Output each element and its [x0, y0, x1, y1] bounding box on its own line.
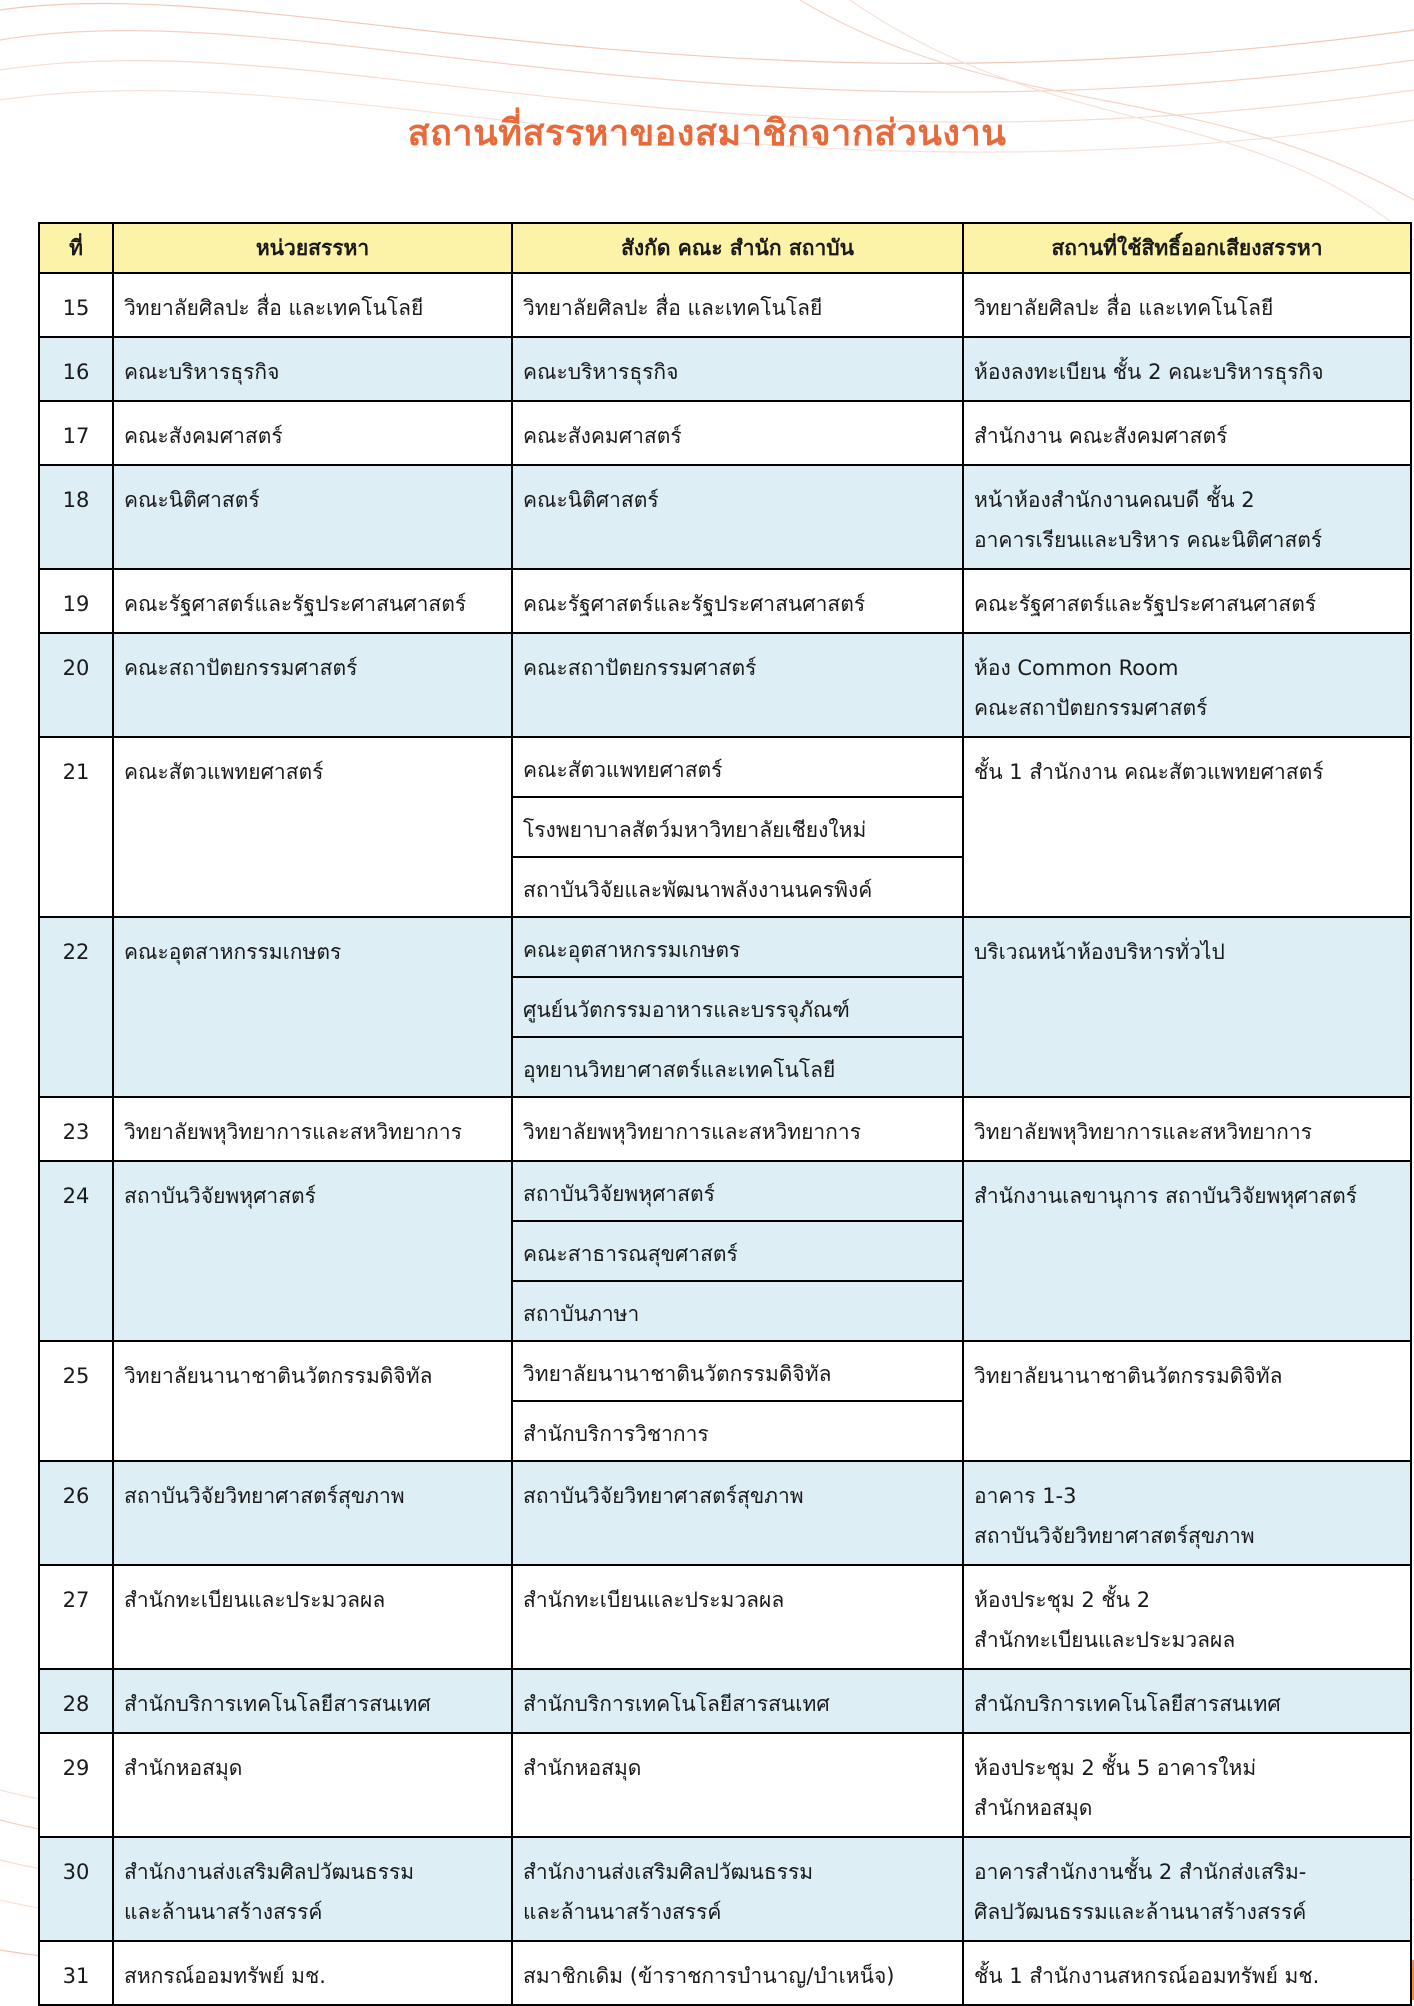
cell-affiliation: [512, 401, 963, 465]
cell-unit: [113, 917, 512, 1097]
cell-affiliation: [512, 1461, 963, 1565]
cell-row-number: 17: [39, 401, 113, 465]
cell-text-line: คณะสถาปัตยกรรมศาสตร์: [974, 696, 1208, 720]
cell-unit: [113, 1161, 512, 1341]
cell-text-line: สำนักงานส่งเสริมศิลปวัฒนธรรม: [523, 1860, 814, 1884]
column-header-no: ที่: [39, 223, 113, 273]
cell-row-number: 20: [39, 633, 113, 737]
cell-text-line: คณะรัฐศาสตร์และรัฐประศาสนศาสตร์: [124, 592, 467, 616]
cell-text-line: สำนักทะเบียนและประมวลผล: [523, 1588, 785, 1612]
affiliation-item: [513, 1402, 962, 1460]
cell-row-number: 29: [39, 1733, 113, 1837]
cell-unit: [113, 1097, 512, 1161]
table-row: [39, 1341, 1411, 1461]
cell-unit: [113, 337, 512, 401]
cell-affiliation: [512, 1341, 963, 1461]
cell-text-line: สหกรณ์ออมทรัพย์ มช.: [124, 1964, 326, 1988]
cell-row-number: 27: [39, 1565, 113, 1669]
cell-text-line: คณะอุตสาหกรรมเกษตร: [124, 940, 342, 964]
cell-text-line: สำนักหอสมุด: [974, 1796, 1093, 1820]
cell-voting-location: [963, 401, 1411, 465]
cell-voting-location: [963, 465, 1411, 569]
affiliation-item: [513, 738, 962, 798]
cell-text-line: อาคารเรียนและบริหาร คณะนิติศาสตร์: [974, 528, 1323, 552]
table-row: [39, 737, 1411, 917]
cell-voting-location: [963, 337, 1411, 401]
recruitment-locations-table: [38, 222, 1412, 2006]
cell-text-line: สำนักทะเบียนและประมวลผล: [974, 1628, 1236, 1652]
cell-text-line: ห้อง Common Room: [974, 656, 1179, 680]
table-row: [39, 1461, 1411, 1565]
cell-text-line: คณะรัฐศาสตร์และรัฐประศาสนศาสตร์: [974, 592, 1317, 616]
cell-affiliation: [512, 273, 963, 337]
cell-text-line: คณะรัฐศาสตร์และรัฐประศาสนศาสตร์: [523, 592, 866, 616]
cell-text-line: และล้านนาสร้างสรรค์: [523, 1900, 722, 1924]
cell-text-line: อาคารสำนักงานชั้น 2 สำนักส่งเสริม-: [974, 1860, 1307, 1884]
cell-voting-location: [963, 1461, 1411, 1565]
table-row: [39, 337, 1411, 401]
cell-text-line: วิทยาลัยพหุวิทยาการและสหวิทยาการ: [124, 1120, 462, 1144]
cell-row-number: 23: [39, 1097, 113, 1161]
cell-text-line: คณะสัตวแพทยศาสตร์: [523, 758, 723, 782]
cell-text-line: วิทยาลัยนานาชาตินวัตกรรมดิจิทัล: [124, 1364, 433, 1388]
affiliation-item: [513, 1222, 962, 1282]
cell-text-line: คณะสถาปัตยกรรมศาสตร์: [523, 656, 757, 680]
cell-row-number: 31: [39, 1941, 113, 2005]
cell-text-line: สำนักงานส่งเสริมศิลปวัฒนธรรม: [124, 1860, 415, 1884]
cell-text-line: โรงพยาบาลสัตว์มหาวิทยาลัยเชียงใหม่: [523, 818, 867, 842]
cell-text-line: สถาบันวิจัยวิทยาศาสตร์สุขภาพ: [523, 1484, 804, 1508]
cell-text-line: คณะนิติศาสตร์: [523, 488, 659, 512]
cell-affiliation: [512, 1837, 963, 1941]
affiliation-item: [513, 858, 962, 916]
cell-text-line: คณะสถาปัตยกรรมศาสตร์: [124, 656, 358, 680]
cell-affiliation: [512, 465, 963, 569]
cell-row-number: 26: [39, 1461, 113, 1565]
cell-row-number: 22: [39, 917, 113, 1097]
cell-text-line: บริเวณหน้าห้องบริหารทั่วไป: [974, 940, 1225, 964]
cell-text-line: สำนักบริการเทคโนโลยีสารสนเทศ: [974, 1692, 1281, 1716]
cell-text-line: ชั้น 1 สำนักงานสหกรณ์ออมทรัพย์ มช.: [974, 1964, 1320, 1988]
cell-text-line: สำนักบริการเทคโนโลยีสารสนเทศ: [124, 1692, 431, 1716]
cell-text-line: สำนักหอสมุด: [124, 1756, 243, 1780]
cell-voting-location: [963, 1669, 1411, 1733]
table-row: [39, 569, 1411, 633]
cell-affiliation: [512, 1941, 963, 2005]
cell-row-number: 18: [39, 465, 113, 569]
cell-voting-location: [963, 1341, 1411, 1461]
cell-voting-location: [963, 1733, 1411, 1837]
cell-text-line: ห้องประชุม 2 ชั้น 2: [974, 1588, 1151, 1612]
cell-text-line: ศิลปวัฒนธรรมและล้านนาสร้างสรรค์: [974, 1900, 1307, 1924]
affiliation-item: [513, 1282, 962, 1340]
affiliation-item: [513, 978, 962, 1038]
affiliation-item: [513, 1038, 962, 1096]
cell-row-number: 24: [39, 1161, 113, 1341]
cell-text-line: ห้องลงทะเบียน ชั้น 2 คณะบริหารธุรกิจ: [974, 360, 1324, 384]
cell-affiliation: [512, 1669, 963, 1733]
affiliation-item: [513, 918, 962, 978]
cell-row-number: 15: [39, 273, 113, 337]
cell-voting-location: [963, 1941, 1411, 2005]
cell-row-number: 25: [39, 1341, 113, 1461]
cell-affiliation: [512, 1565, 963, 1669]
cell-text-line: วิทยาลัยศิลปะ สื่อ และเทคโนโลยี: [523, 296, 823, 320]
cell-voting-location: [963, 737, 1411, 917]
cell-text-line: สถาบันวิจัยพหุศาสตร์: [124, 1184, 316, 1208]
table-row: [39, 1733, 1411, 1837]
affiliation-item: [513, 1162, 962, 1222]
cell-text-line: คณะสังคมศาสตร์: [523, 424, 682, 448]
cell-text-line: วิทยาลัยพหุวิทยาการและสหวิทยาการ: [974, 1120, 1312, 1144]
cell-unit: [113, 569, 512, 633]
cell-unit: [113, 1461, 512, 1565]
cell-text-line: สำนักงาน คณะสังคมศาสตร์: [974, 424, 1228, 448]
column-header-unit: หน่วยสรรหา: [113, 223, 512, 273]
cell-affiliation: [512, 633, 963, 737]
cell-affiliation: [512, 1161, 963, 1341]
cell-row-number: 30: [39, 1837, 113, 1941]
cell-voting-location: [963, 1837, 1411, 1941]
table-row: [39, 917, 1411, 1097]
cell-text-line: คณะบริหารธุรกิจ: [523, 360, 679, 384]
table-row: [39, 633, 1411, 737]
cell-affiliation: [512, 917, 963, 1097]
cell-voting-location: [963, 1161, 1411, 1341]
cell-unit: [113, 633, 512, 737]
table-row: [39, 1161, 1411, 1341]
cell-row-number: 28: [39, 1669, 113, 1733]
affiliation-item: [513, 1342, 962, 1402]
cell-text-line: คณะนิติศาสตร์: [124, 488, 260, 512]
cell-text-line: สำนักหอสมุด: [523, 1756, 642, 1780]
cell-text-line: คณะอุตสาหกรรมเกษตร: [523, 938, 741, 962]
cell-unit: [113, 401, 512, 465]
cell-unit: [113, 737, 512, 917]
cell-text-line: อาคาร 1-3: [974, 1484, 1077, 1508]
table-row: [39, 273, 1411, 337]
table-row: [39, 1941, 1411, 2005]
cell-text-line: วิทยาลัยนานาชาตินวัตกรรมดิจิทัล: [974, 1364, 1283, 1388]
table-row: [39, 1669, 1411, 1733]
cell-row-number: 16: [39, 337, 113, 401]
cell-affiliation: [512, 337, 963, 401]
table-row: [39, 1565, 1411, 1669]
cell-text-line: สำนักงานเลขานุการ สถาบันวิจัยพหุศาสตร์: [974, 1184, 1358, 1208]
cell-text-line: สำนักทะเบียนและประมวลผล: [124, 1588, 386, 1612]
cell-row-number: 21: [39, 737, 113, 917]
cell-text-line: วิทยาลัยพหุวิทยาการและสหวิทยาการ: [523, 1120, 861, 1144]
cell-text-line: สถาบันวิจัยและพัฒนาพลังงานนครพิงค์: [523, 878, 873, 902]
cell-text-line: สำนักบริการเทคโนโลยีสารสนเทศ: [523, 1692, 830, 1716]
cell-text-line: วิทยาลัยศิลปะ สื่อ และเทคโนโลยี: [124, 296, 424, 320]
table-row: [39, 1837, 1411, 1941]
cell-affiliation: [512, 737, 963, 917]
cell-unit: [113, 1341, 512, 1461]
table-header-row: [39, 223, 1411, 273]
cell-text-line: วิทยาลัยนานาชาตินวัตกรรมดิจิทัล: [523, 1362, 832, 1386]
cell-unit: [113, 273, 512, 337]
cell-text-line: ชั้น 1 สำนักงาน คณะสัตวแพทยศาสตร์: [974, 760, 1324, 784]
cell-text-line: คณะสาธารณสุขศาสตร์: [523, 1242, 738, 1266]
cell-text-line: สถาบันวิจัยพหุศาสตร์: [523, 1182, 715, 1206]
cell-voting-location: [963, 273, 1411, 337]
cell-unit: [113, 465, 512, 569]
cell-text-line: อุทยานวิทยาศาสตร์และเทคโนโลยี: [523, 1058, 836, 1082]
cell-voting-location: [963, 569, 1411, 633]
cell-text-line: สมาชิกเดิม (ข้าราชการบำนาญ/บำเหน็จ): [523, 1964, 895, 1988]
cell-unit: [113, 1941, 512, 2005]
cell-affiliation: [512, 1733, 963, 1837]
column-header-affiliation: สังกัด คณะ สำนัก สถาบัน: [512, 223, 963, 273]
cell-unit: [113, 1565, 512, 1669]
cell-text-line: และล้านนาสร้างสรรค์: [124, 1900, 323, 1924]
cell-voting-location: [963, 633, 1411, 737]
cell-text-line: ศูนย์นวัตกรรมอาหารและบรรจุภัณฑ์: [523, 998, 850, 1022]
cell-text-line: วิทยาลัยศิลปะ สื่อ และเทคโนโลยี: [974, 296, 1274, 320]
cell-row-number: 19: [39, 569, 113, 633]
cell-text-line: สถาบันภาษา: [523, 1302, 640, 1326]
cell-text-line: หน้าห้องสำนักงานคณบดี ชั้น 2: [974, 488, 1255, 512]
table-body: [39, 273, 1411, 2005]
table-row: [39, 1097, 1411, 1161]
affiliation-item: [513, 798, 962, 858]
cell-unit: [113, 1733, 512, 1837]
cell-text-line: คณะบริหารธุรกิจ: [124, 360, 280, 384]
table-row: [39, 465, 1411, 569]
cell-text-line: สำนักบริการวิชาการ: [523, 1422, 709, 1446]
cell-unit: [113, 1669, 512, 1733]
cell-text-line: สถาบันวิจัยวิทยาศาสตร์สุขภาพ: [124, 1484, 405, 1508]
cell-text-line: คณะสังคมศาสตร์: [124, 424, 283, 448]
column-header-location: สถานที่ใช้สิทธิ์ออกเสียงสรรหา: [963, 223, 1411, 273]
table-row: [39, 401, 1411, 465]
cell-voting-location: [963, 1565, 1411, 1669]
page-title: สถานที่สรรหาของสมาชิกจากส่วนงาน: [407, 113, 1007, 154]
cell-text-line: สถาบันวิจัยวิทยาศาสตร์สุขภาพ: [974, 1524, 1255, 1548]
cell-text-line: ห้องประชุม 2 ชั้น 5 อาคารใหม่: [974, 1756, 1257, 1780]
cell-affiliation: [512, 569, 963, 633]
cell-text-line: คณะสัตวแพทยศาสตร์: [124, 760, 324, 784]
cell-voting-location: [963, 917, 1411, 1097]
cell-unit: [113, 1837, 512, 1941]
cell-affiliation: [512, 1097, 963, 1161]
cell-voting-location: [963, 1097, 1411, 1161]
